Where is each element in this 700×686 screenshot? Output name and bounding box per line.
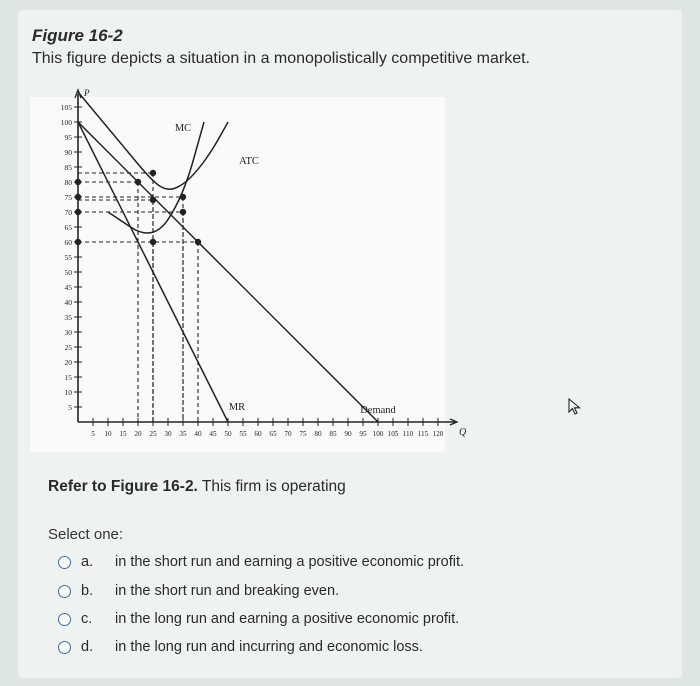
x-tick-label: 110 [402,430,414,438]
radio-a-icon[interactable] [58,556,71,569]
y-tick-label: 100 [60,118,72,127]
curve-label-demand: Demand [360,405,396,416]
x-tick-label: 85 [329,430,337,438]
option-c-letter: c. [81,611,93,627]
x-axis-title: Q [459,427,467,438]
data-point [135,179,141,185]
x-tick-label: 70 [284,430,292,438]
y-tick-label: 70 [64,208,72,217]
x-tick-label: 75 [299,430,307,438]
curve-label-mr: MR [228,402,246,413]
x-tick-label: 90 [344,430,352,438]
data-point [150,239,156,245]
x-tick-label: 35 [179,430,187,438]
chart-area [30,88,467,452]
question-text [48,478,346,496]
y-tick-label: 75 [64,193,72,202]
x-tick-label: 100 [372,430,384,438]
y-tick-label: 45 [64,283,72,292]
y-tick-label: 30 [64,328,72,337]
y-tick-label: 15 [64,373,72,382]
x-tick-label: 45 [209,430,217,438]
data-point [75,209,81,215]
option-a-text: in the short run and earning a positive economic profit. [115,554,465,570]
data-point [180,209,186,215]
select-one-label: Select one: [48,526,124,543]
x-tick-label: 20 [134,430,142,438]
option-c-text: in the long run and earning a positive economic profit. [115,611,460,627]
data-point [75,179,81,185]
curve-demand [78,122,378,422]
x-tick-label: 65 [269,430,277,438]
x-tick-label: 80 [314,430,322,438]
x-tick-label: 40 [194,430,202,438]
curve-label-atc: ATC [239,156,259,167]
y-tick-label: 35 [64,313,72,322]
y-tick-label: 105 [60,103,72,112]
y-tick-label: 60 [64,238,72,247]
y-tick-label: 10 [64,388,72,397]
option-b-text: in the short run and breaking even. [115,583,340,599]
x-tick-label: 10 [104,430,112,438]
option-c[interactable] [58,608,459,630]
question-prompt: This firm is operating [197,478,346,495]
radio-d-icon[interactable] [58,641,71,654]
option-b-letter: b. [81,583,94,599]
option-b[interactable] [58,580,339,602]
y-tick-label: 90 [64,148,72,157]
x-tick-label: 25 [149,430,157,438]
x-tick-label: 50 [224,430,232,438]
figure-caption: This figure depicts a situation in a monopolistically competitive market. [32,50,530,67]
y-tick-label: 20 [64,358,72,367]
y-tick-label: 5 [68,403,72,412]
x-tick-label: 120 [432,430,444,438]
data-point [195,239,201,245]
y-tick-label: 95 [64,133,72,142]
option-d[interactable] [58,636,423,658]
x-tick-label: 55 [239,430,247,438]
x-tick-label: 15 [119,430,127,438]
data-point [150,197,156,203]
x-tick-label: 105 [387,430,399,438]
data-point [150,170,156,176]
curve-label-mc: MC [174,123,192,134]
data-point [75,239,81,245]
data-point [75,194,81,200]
x-tick-label: 5 [91,430,95,438]
x-tick-label: 95 [359,430,367,438]
y-tick-label: 25 [64,343,72,352]
data-point [180,194,186,200]
radio-c-icon[interactable] [58,613,71,626]
y-tick-label: 55 [64,253,72,262]
y-axis-title: P [84,88,90,98]
x-tick-label: 60 [254,430,262,438]
figure-title: Figure 16-2 [32,26,123,45]
option-a-letter: a. [81,554,94,570]
x-tick-label: 115 [417,430,429,438]
economics-chart [30,88,467,452]
y-tick-label: 65 [64,223,72,232]
option-d-text: in the long run and incurring and economic loss. [115,639,423,655]
option-d-letter: d. [81,639,94,655]
mouse-pointer-icon [568,398,582,416]
question-figure-ref: Refer to Figure 16-2. [48,478,198,495]
y-tick-label: 85 [64,163,72,172]
y-tick-label: 80 [64,178,72,187]
option-a[interactable] [58,551,464,573]
x-tick-label: 30 [164,430,172,438]
y-tick-label: 50 [64,268,72,277]
y-tick-label: 40 [64,298,72,307]
radio-b-icon[interactable] [58,585,71,598]
